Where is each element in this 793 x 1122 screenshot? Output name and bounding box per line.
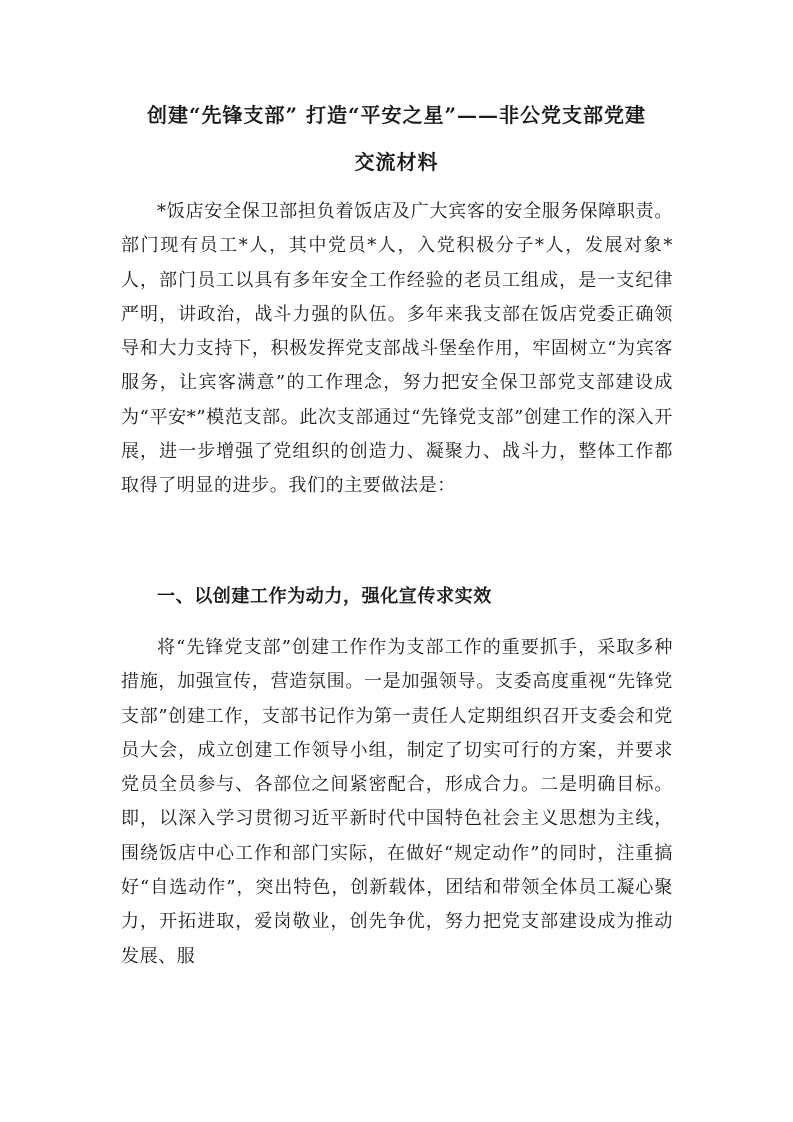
document-title-line-2: 交流材料 [354,150,439,174]
document-title-line-1: 创建“先锋支部” 打造“平安之星”——非公党支部党建 [147,103,646,127]
intro-paragraph: *饭店安全保卫部担负着饭店及广大宾客的安全服务保障职责。部门现有员工*人，其中党员*人，入党积极分子*人，发展对象*人，部门员工以具有多年安全工作经验的老员工组成，是一支纪律严明，讲政治，战斗力强的队伍。多年来我支部在饭店党委正确领导和大力支持下，积极发挥党支部战斗堡垒作用，牢固树立“为宾客服务，让宾客满意”的工作理念，努力把安全保卫部党支部建设成为“平安*”模范支部。此次支部通过“先锋党支部”创建工作的深入开展，进一步增强了党组织的创造力、凝聚力、战斗力，整体工作都取得了明显的进步。我们的主要做法是： [121,201,673,497]
section-heading-1: 一、以创建工作为动力，强化宣传求实效 [157,586,492,607]
section-1-paragraph: 将“先锋党支部”创建工作作为支部工作的重要抓手，采取多种措施，加强宣传，营造氛围。一是加强领导。支委高度重视“先锋党支部”创建工作，支部书记作为第一责任人定期组织召开支委会和党员大会，成立创建工作领导小组，制定了切实可行的方案，并要求党员全员参与、各部位之间紧密配合，形成合力。二是明确目标。即，以深入学习贯彻习近平新时代中国特色社会主义思想为主线，围绕饭店中心工作和部门实际，在做好“规定动作”的同时，注重搞好“自选动作”，突出特色，创新载体，团结和带领全体员工凝心聚力，开拓进取，爱岗敬业，创先争优，努力把党支部建设成为推动发展、服 [121,637,673,967]
